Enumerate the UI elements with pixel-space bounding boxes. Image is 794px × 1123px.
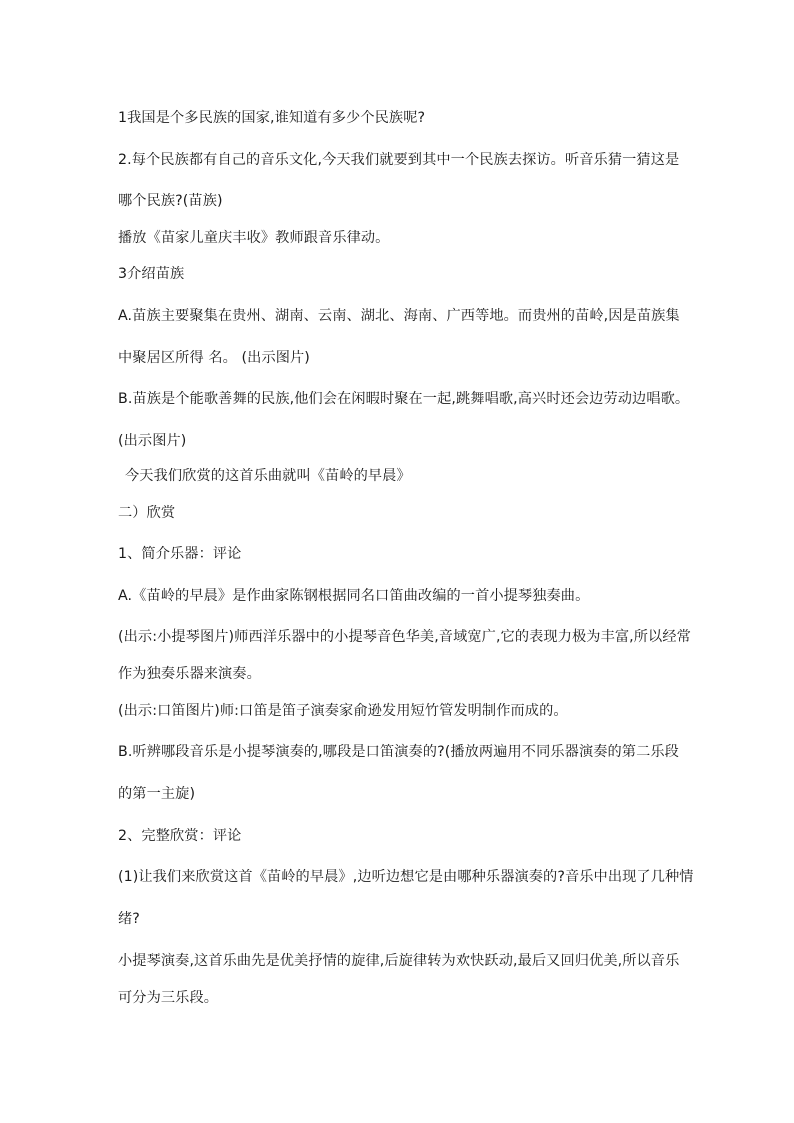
text-line: 播放《苗家儿童庆丰收》教师跟音乐律动。: [118, 230, 390, 246]
text-line: (出示:小提琴图片)师西洋乐器中的小提琴音色华美,音域宽广,它的表现力极为丰富,所以经常: [118, 629, 691, 645]
subsection-heading: 1、简介乐器：评论: [118, 546, 242, 562]
text-line: (1)让我们来欣赏这首《苗岭的早晨》,边听边想它是由哪种乐器演奏的?音乐中出现了几种情: [118, 869, 694, 885]
section-heading: 二）欣赏: [118, 505, 176, 521]
text-line: 可分为三乐段。: [118, 990, 219, 1006]
text-line: A.《苗岭的早晨》是作曲家陈钢根据同名口笛曲改编的一首小提琴独奏曲。: [118, 588, 590, 604]
text-line: 1我国是个多民族的国家,谁知道有多少个民族呢?: [118, 110, 426, 126]
text-line: 小提琴演奏,这首乐曲先是优美抒情的旋律,后旋律转为欢快跃动,最后又回归优美,所以音乐: [118, 953, 680, 969]
subsection-heading: 2、完整欣赏：评论: [118, 828, 242, 844]
text-line: 的第一主旋): [118, 786, 196, 802]
text-line: (出示:口笛图片)师:口笛是笛子演奏家俞逊发用短竹管发明制作而成的。: [118, 703, 568, 719]
text-line: B.苗族是个能歌善舞的民族,他们会在闲暇时聚在一起,跳舞唱歌,高兴时还会边劳动边唱歌。: [118, 391, 690, 407]
text-line: 今天我们欣赏的这首乐曲就叫《苗岭的早晨》: [125, 468, 411, 484]
text-line: 2.每个民族都有自己的音乐文化,今天我们就要到其中一个民族去探访。听音乐猜一猜这是: [118, 152, 680, 168]
text-line: A.苗族主要聚集在贵州、湖南、云南、湖北、海南、广西等地。而贵州的苗岭,因是苗族集: [118, 308, 680, 324]
text-line: 哪个民族?(苗族): [118, 193, 223, 209]
text-line: B.听辨哪段音乐是小提琴演奏的,哪段是口笛演奏的?(播放两遍用不同乐器演奏的第二乐段: [118, 744, 679, 760]
text-line: 3介绍苗族: [118, 266, 185, 282]
text-line: 作为独奏乐器来演奏。: [118, 666, 261, 682]
text-line: 绪?: [118, 911, 140, 927]
text-line: 中聚居区所得 名。 (出示图片): [118, 350, 310, 366]
text-line: (出示图片): [118, 433, 187, 449]
